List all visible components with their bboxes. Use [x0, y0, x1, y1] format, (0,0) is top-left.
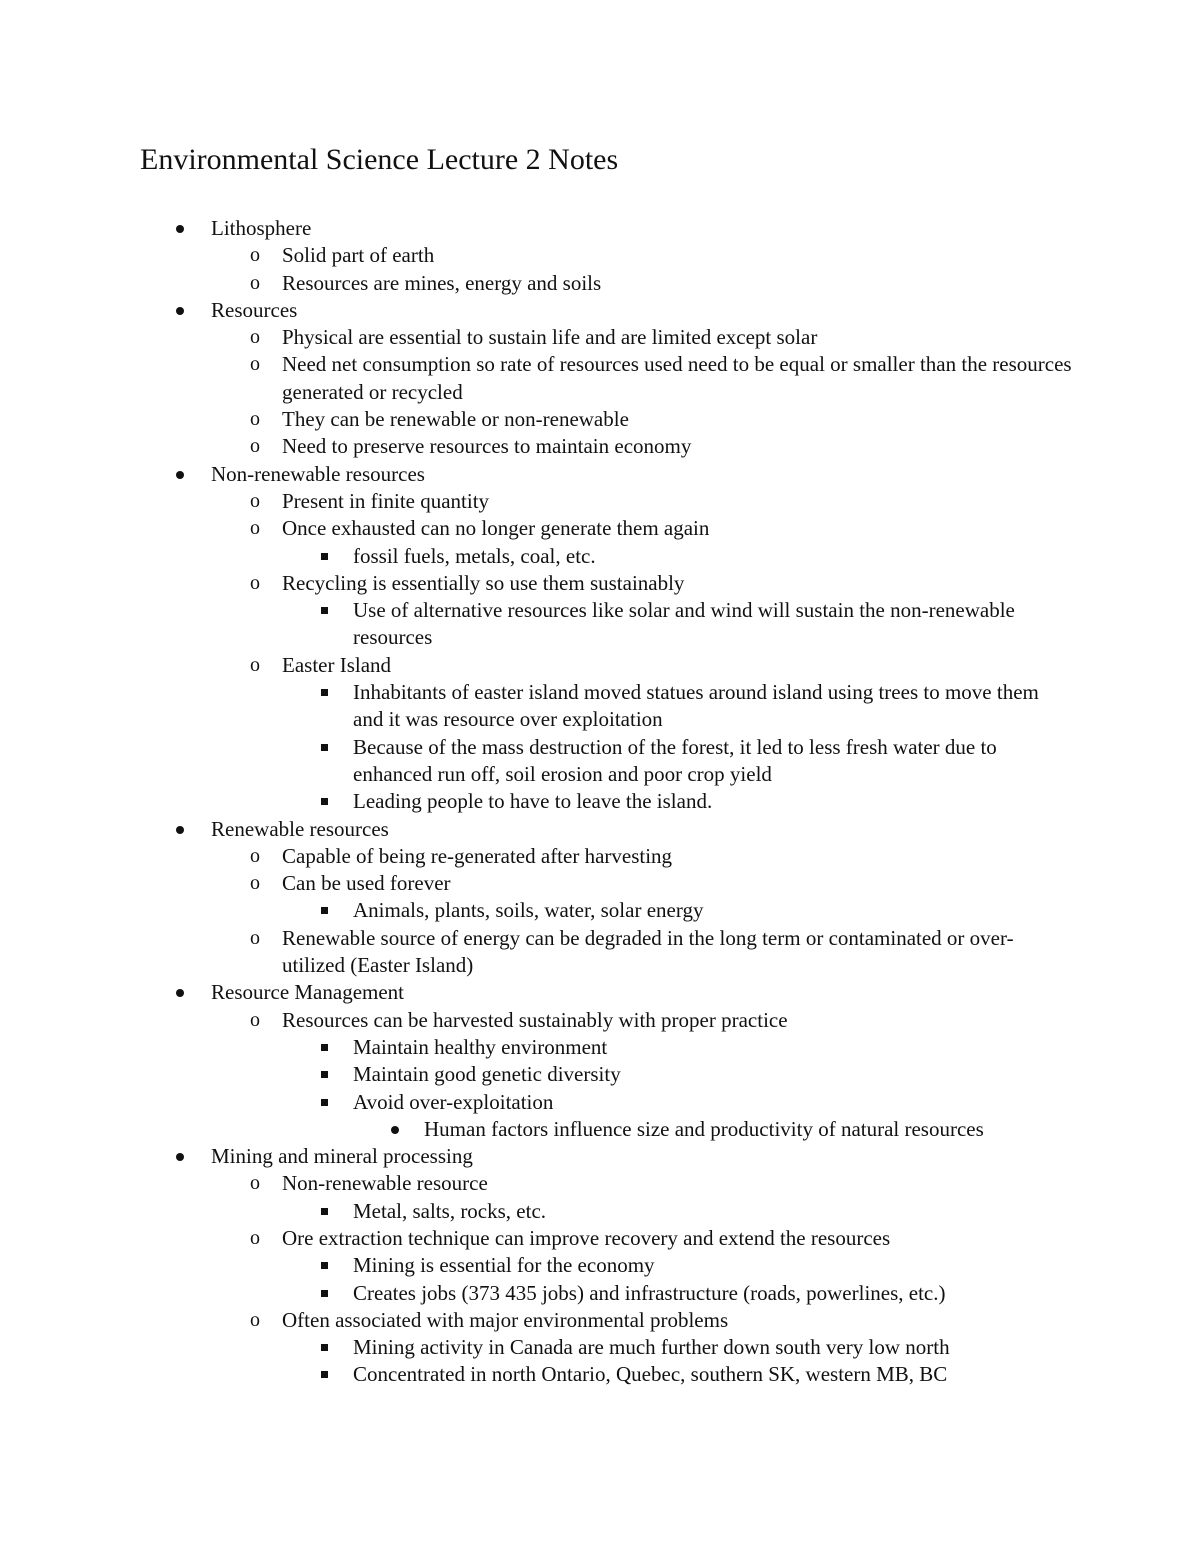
outline-item-text: They can be renewable or non-renewable [282, 407, 629, 432]
bullet-o-marker: o [250, 517, 260, 540]
outline-item-level-1 [0, 461, 1071, 488]
outline-item-text: Avoid over-exploitation [353, 1089, 554, 1114]
outline-item-level-2 [0, 1225, 1072, 1252]
bullet-o-marker: o [250, 326, 260, 349]
outline-item-text: Easter Island [282, 652, 392, 677]
outline-item-text: Often associated with major environmental problems [282, 1307, 729, 1332]
outline-item-text: Leading people to have to leave the island. [353, 789, 713, 814]
outline-item-text: Resources are mines, energy and soils [282, 270, 602, 295]
outline-item-level-3 [0, 1198, 1073, 1225]
bullet-o-marker: o [250, 926, 260, 949]
outline-item-text: Physical are essential to sustain life and are limited except solar [282, 325, 818, 350]
outline-item-level-2 [0, 925, 1072, 980]
outline-item-text: Non-renewable resources [211, 461, 425, 486]
outline-item-text: Non-renewable resource [282, 1171, 488, 1196]
bullet-o-marker: o [250, 872, 260, 895]
outline-item-text: Renewable resources [211, 816, 389, 841]
outline-item-level-2 [0, 433, 1072, 460]
outline-item-text: Lithosphere [211, 216, 312, 240]
outline-item-level-3 [0, 1034, 1073, 1061]
outline-item-text: Renewable source of energy can be degraded in the long term or contaminated or over-utilized (Easter Island) [282, 925, 1014, 978]
outline-item-level-3 [0, 1089, 1073, 1116]
outline-item-level-2 [0, 1307, 1072, 1334]
outline-item-text: Maintain healthy environment [353, 1034, 608, 1059]
bullet-o-marker: o [250, 353, 260, 376]
outline-item-text: Solid part of earth [282, 243, 435, 268]
bullet-o-marker: o [250, 244, 260, 267]
outline-item-text: Need to preserve resources to maintain economy [282, 434, 692, 459]
outline-item-text: fossil fuels, metals, coal, etc. [353, 543, 596, 568]
outline-item-level-3 [0, 1061, 1073, 1088]
outline-item-level-3 [0, 897, 1073, 924]
bullet-o-marker: o [250, 571, 260, 594]
document-title: Environmental Science Lecture 2 Notes [140, 143, 619, 176]
outline-item-level-3 [0, 1334, 1073, 1361]
outline-item-text: Resources [211, 297, 298, 322]
outline-item-level-2 [0, 515, 1072, 542]
outline-item-level-3 [0, 788, 1073, 815]
outline-item-text: Ore extraction technique can improve recovery and extend the resources [282, 1225, 891, 1250]
outline-item-level-3 [0, 679, 1073, 734]
bullet-o-marker: o [250, 408, 260, 431]
outline-item-text: Maintain good genetic diversity [353, 1062, 621, 1087]
outline-item-level-3 [0, 597, 1073, 652]
outline-item-text: Metal, salts, rocks, etc. [353, 1198, 547, 1223]
outline-item-text: Concentrated in north Ontario, Quebec, southern SK, western MB, BC [353, 1362, 948, 1387]
outline-item-text: Animals, plants, soils, water, solar energy [353, 898, 704, 923]
bullet-o-marker: o [250, 435, 260, 458]
bullet-o-marker: o [250, 271, 260, 294]
outline-item-text: Present in finite quantity [282, 488, 490, 513]
outline-item-level-1 [0, 215, 1071, 242]
outline-item-level-4 [0, 1116, 1084, 1143]
outline-item-level-3 [0, 543, 1073, 570]
notes-outline [0, 215, 1200, 1389]
bullet-o-marker: o [250, 489, 260, 512]
outline-item-level-2 [0, 570, 1072, 597]
outline-item-level-3 [0, 1280, 1073, 1307]
bullet-o-marker: o [250, 844, 260, 867]
outline-item-text: Once exhausted can no longer generate them again [282, 516, 710, 541]
outline-item-text: Human factors influence size and productivity of natural resources [424, 1116, 984, 1141]
outline-item-level-2 [0, 406, 1072, 433]
outline-item-text: Recycling is essentially so use them sustainably [282, 570, 685, 595]
outline-item-level-2 [0, 351, 1072, 406]
outline-item-level-2 [0, 242, 1072, 269]
outline-item-level-1 [0, 297, 1071, 324]
outline-item-level-2 [0, 270, 1072, 297]
outline-item-text: Mining and mineral processing [211, 1144, 473, 1169]
outline-item-text: Can be used forever [282, 871, 451, 896]
outline-item-text: Resource Management [211, 980, 405, 1005]
bullet-o-marker: o [250, 1008, 260, 1031]
outline-item-text: Mining activity in Canada are much further down south very low north [353, 1335, 950, 1360]
outline-item-level-2 [0, 870, 1072, 897]
outline-item-level-3 [0, 1252, 1073, 1279]
outline-item-level-3 [0, 734, 1073, 789]
outline-item-text: Because of the mass destruction of the forest, it led to less fresh water due to enhanced run off, soil erosion and poor crop yield [353, 734, 997, 786]
bullet-o-marker: o [250, 1172, 260, 1195]
outline-item-level-2 [0, 324, 1072, 351]
outline-item-level-1 [0, 1143, 1071, 1170]
bullet-o-marker: o [250, 1226, 260, 1249]
outline-item-level-1 [0, 979, 1071, 1006]
outline-item-text: Mining is essential for the economy [353, 1253, 655, 1278]
outline-item-level-2 [0, 1170, 1072, 1197]
outline-item-text: Use of alternative resources like solar and wind will sustain the non-renewable resources [353, 598, 1015, 650]
outline-item-text: Need net consumption so rate of resources used need to be equal or smaller than the resources generated or recycled [282, 352, 1072, 404]
outline-item-text: Inhabitants of easter island moved statues around island using trees to move them and it was resource over exploitation [353, 680, 1039, 732]
outline-item-level-1 [0, 816, 1071, 843]
outline-item-level-2 [0, 652, 1072, 679]
outline-item-level-2 [0, 1007, 1072, 1034]
outline-item-level-2 [0, 843, 1072, 870]
outline-item-level-3 [0, 1361, 1073, 1388]
outline-item-text: Capable of being re-generated after harvesting [282, 843, 673, 868]
bullet-o-marker: o [250, 653, 260, 676]
outline-item-text: Resources can be harvested sustainably with proper practice [282, 1007, 788, 1032]
outline-item-level-2 [0, 488, 1072, 515]
outline-item-text: Creates jobs (373 435 jobs) and infrastructure (roads, powerlines, etc.) [353, 1280, 946, 1305]
bullet-o-marker: o [250, 1308, 260, 1331]
